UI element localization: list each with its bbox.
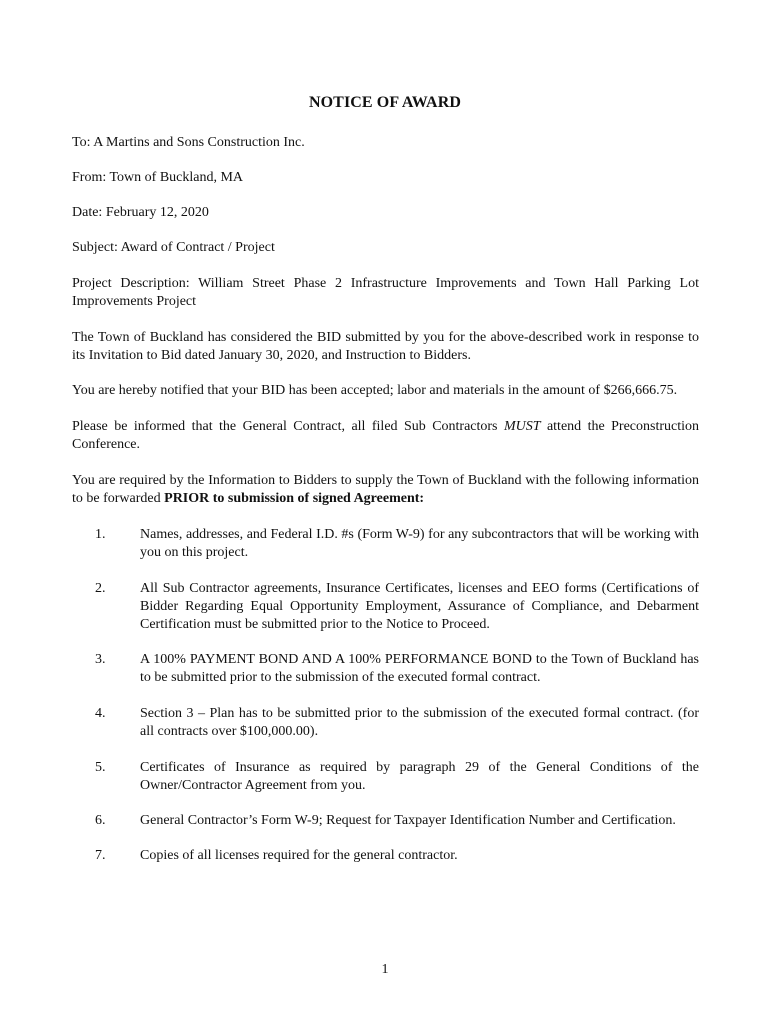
required-bold-text: PRIOR to submission of signed Agreement: bbox=[164, 491, 425, 506]
preconstruction-text-before: Please be informed that the General Contract, all filed Sub Contractors bbox=[72, 419, 504, 434]
preconstruction-emphasis: MUST bbox=[503, 419, 541, 434]
accepted-paragraph: You are hereby notified that your BID has been accepted; labor and materials in the amount of $266,666.75. bbox=[72, 383, 678, 398]
list-item-number: 2. bbox=[95, 581, 106, 596]
preconstruction-text-after: attend the Preconstruction Conference. bbox=[72, 419, 700, 452]
considered-paragraph: The Town of Buckland has considered the BID submitted by you for the above-described work in response to its Invitation to Bid dated January 30, 2020, and Instruction to Bidders. bbox=[72, 330, 699, 363]
list-item-number: 6. bbox=[95, 813, 106, 828]
list-item-text: Copies of all licenses required for the general contractor. bbox=[140, 848, 458, 863]
to-line: To: A Martins and Sons Construction Inc. bbox=[72, 135, 305, 150]
list-item-number: 1. bbox=[95, 527, 106, 542]
list-item-text: Section 3 – Plan has to be submitted prior to the submission of the executed formal contract. (for all contracts over $100,000.00). bbox=[140, 706, 699, 739]
preconstruction-paragraph bbox=[72, 418, 699, 454]
list-item-text: A 100% PAYMENT BOND AND A 100% PERFORMANCE BOND to the Town of Buckland has to be submitted prior to the submission of the executed formal contract. bbox=[140, 652, 699, 685]
list-item-text: Certificates of Insurance as required by paragraph 29 of the General Conditions of the Owner/Contractor Agreement from you. bbox=[140, 760, 699, 793]
list-item-number: 4. bbox=[95, 706, 106, 721]
date-line: Date: February 12, 2020 bbox=[72, 205, 209, 220]
subject-line: Subject: Award of Contract / Project bbox=[72, 240, 275, 255]
list-item-text: All Sub Contractor agreements, Insurance Certificates, licenses and EEO forms (Certifications of Bidder Regarding Equal Opportunity Employment, Assurance of Compliance, and Debarment Certification must be submitted prior to the Notice to Proceed. bbox=[140, 581, 699, 632]
page-number: 1 bbox=[381, 962, 389, 977]
list-item-number: 3. bbox=[95, 652, 106, 667]
list-item-text: General Contractor’s Form W-9; Request for Taxpayer Identification Number and Certification. bbox=[140, 813, 676, 828]
required-paragraph bbox=[72, 472, 699, 508]
list-item-text: Names, addresses, and Federal I.D. #s (Form W-9) for any subcontractors that will be working with you on this project. bbox=[140, 527, 699, 560]
required-text: You are required by the Information to Bidders to supply the Town of Buckland with the following information to be forwarded bbox=[72, 473, 699, 506]
project-description: Project Description: William Street Phase 2 Infrastructure Improvements and Town Hall Parking Lot Improvements Project bbox=[72, 276, 699, 309]
list-item-number: 5. bbox=[95, 760, 106, 775]
document-title: NOTICE OF AWARD bbox=[308, 94, 462, 111]
list-item-number: 7. bbox=[95, 848, 106, 863]
from-line: From: Town of Buckland, MA bbox=[72, 170, 244, 185]
